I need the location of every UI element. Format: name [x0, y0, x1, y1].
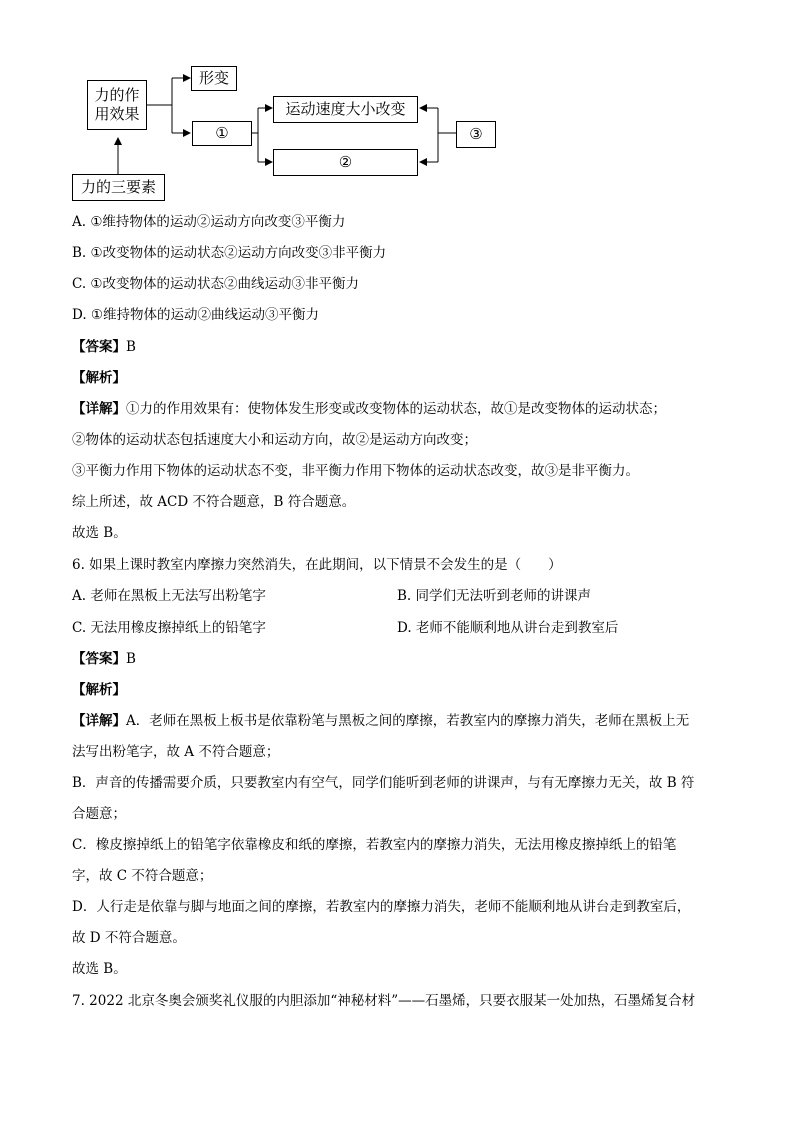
q5-option-d: D. ①维持物体的运动②曲线运动③平衡力 — [72, 307, 320, 323]
q6-option-c: C. 无法用橡皮擦掉纸上的铅笔字 — [72, 620, 266, 636]
effect-box — [87, 80, 147, 130]
circle1-label: ① — [215, 124, 229, 142]
effect-box-label: 力的作用效果 — [94, 86, 140, 123]
speed-box — [273, 96, 418, 123]
q6-option-d: D. 老师不能顺利地从讲台走到教室后 — [397, 620, 619, 636]
q7-stem: 7. 2022 北京冬奥会颁奖礼仪服的内胆添加“神秘材料”——石墨烯，只要衣服某一处加热，石墨烯复合材 — [72, 993, 696, 1009]
q6-detail-line: 故 D 不符合题意。 — [72, 930, 186, 946]
q6-detail — [72, 711, 689, 731]
deform-box — [191, 66, 237, 91]
detail-text: ①力的作用效果有：使物体发生形变或改变物体的运动状态，故①是改变物体的运动状态； — [126, 401, 666, 417]
circle2-box — [273, 149, 418, 176]
answer-value: B — [126, 651, 136, 667]
answer-value: B — [126, 339, 136, 355]
q6-detail-line: 合题意； — [72, 806, 126, 822]
force-effect-diagram — [60, 58, 520, 208]
q5-detail-line: ②物体的运动状态包括速度大小和运动方向，故②是运动方向改变； — [72, 432, 477, 448]
q6-analysis-label: 【解析】 — [72, 682, 126, 698]
answer-label: 【答案】 — [72, 651, 126, 667]
deform-box-label: 形变 — [198, 69, 229, 87]
q5-option-c: C. ①改变物体的运动状态②曲线运动③非平衡力 — [72, 276, 360, 292]
q6-answer — [72, 649, 136, 669]
elements-box — [72, 174, 165, 201]
q6-option-a: A. 老师在黑板上无法写出粉笔字 — [72, 588, 266, 604]
elements-box-label: 力的三要素 — [80, 178, 156, 196]
speed-box-label: 运动速度大小改变 — [285, 100, 406, 118]
q5-detail-line: ③平衡力作用下物体的运动状态不变，非平衡力作用下物体的运动状态改变，故③是非平衡力。 — [72, 463, 639, 479]
q5-detail — [72, 399, 666, 419]
q5-conclusion: 故选 B。 — [72, 525, 127, 541]
detail-label: 【详解】 — [72, 401, 126, 417]
q5-analysis-label: 【解析】 — [72, 370, 126, 386]
q5-option-b: B. ①改变物体的运动状态②运动方向改变③非平衡力 — [72, 245, 387, 261]
q6-detail-line: 字，故 C 不符合题意； — [72, 868, 213, 884]
q5-detail-line: 综上所述，故 ACD 不符合题意，B 符合题意。 — [72, 494, 356, 510]
detail-label: 【详解】 — [72, 713, 126, 729]
q6-conclusion: 故选 B。 — [72, 961, 127, 977]
circle1-box — [192, 121, 252, 146]
q5-option-a: A. ①维持物体的运动②运动方向改变③平衡力 — [72, 214, 346, 230]
q6-detail-line: C．橡皮擦掉纸上的铅笔字依靠橡皮和纸的摩擦，若教室内的摩擦力消失，无法用橡皮擦掉纸上的铅笔 — [72, 837, 677, 853]
q6-stem: 6. 如果上课时教室内摩擦力突然消失，在此期间，以下情景不会发生的是（ ） — [72, 557, 562, 573]
circle2-label: ② — [338, 153, 353, 171]
q5-answer — [72, 337, 136, 357]
q6-detail-line: B．声音的传播需要介质，只要教室内有空气，同学们能听到老师的讲课声，与有无摩擦力无关，故 B 符 — [72, 775, 695, 791]
q6-detail-line: 法写出粉笔字，故 A 不符合题意； — [72, 744, 280, 760]
q6-detail-line: D．人行走是依靠与脚与地面之间的摩擦，若教室内的摩擦力消失，老师不能顺利地从讲台走到教室后， — [72, 899, 691, 915]
circle3-label: ③ — [469, 125, 483, 143]
circle3-box — [456, 121, 496, 148]
answer-label: 【答案】 — [72, 339, 126, 355]
q6-option-b: B. 同学们无法听到老师的讲课声 — [397, 588, 592, 604]
detail-text: A．老师在黑板上板书是依靠粉笔与黑板之间的摩擦，若教室内的摩擦力消失，老师在黑板上无 — [126, 713, 690, 729]
